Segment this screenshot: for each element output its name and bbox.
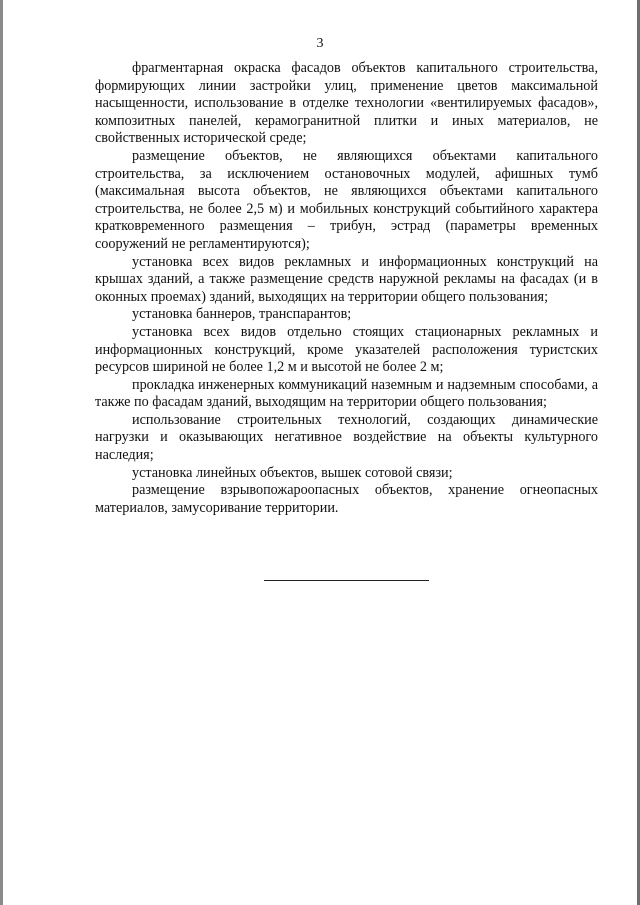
paragraph-linear-objects: установка линейных объектов, вышек сотовой связи; bbox=[132, 464, 453, 481]
paragraph-non-capital-objects: размещение объектов, не являющихся объектами капитального строительства, за исключением остановочных модулей, афишных тумб (максимальная высота объектов, не являющихся объектами капитального строительства, не более 2,5 м) и мобильных конструкций событийного характера кратковременного размещения – трибун, эстрад (параметры временных сооружений не регламентируются); bbox=[95, 147, 598, 252]
paragraph-construction-technologies: использование строительных технологий, создающих динамические нагрузки и оказывающих негативное воздействие на объекты культурного наследия; bbox=[95, 411, 598, 464]
closing-separator-line bbox=[264, 580, 429, 581]
document-body bbox=[95, 60, 598, 517]
paragraph-standalone-advertising: установка всех видов отдельно стоящих стационарных рекламных и информационных конструкций, кроме указателей расположения туристских ресурсов шириной не более 1,2 м и высотой не более 2 м; bbox=[95, 323, 598, 376]
paragraph-roof-advertising: установка всех видов рекламных и информационных конструкций на крышах зданий, а также размещение средств наружной рекламы на фасадах (и в оконных проемах) зданий, выходящих на территории общего пользования; bbox=[95, 253, 598, 305]
paragraph-banners: установка баннеров, транспарантов; bbox=[132, 306, 352, 323]
scan-edge-left bbox=[0, 0, 3, 905]
paragraph-facade-coloring: фрагментарная окраска фасадов объектов капитального строительства, формирующих линии застройки улиц, применение цветов максимальной насыщенности, использование в отделке технологии «вентилируемых фасадов», композитных панелей, керамогранитной плитки и иных материалов, не свойственных исторической среде; bbox=[95, 60, 598, 147]
paragraph-utility-lines: прокладка инженерных коммуникаций наземным и надземным способами, а также по фасадам зданий, выходящим на территории общего пользования; bbox=[95, 376, 598, 411]
paragraph-hazardous-objects: размещение взрывопожароопасных объектов, хранение огнеопасных материалов, замусоривание территории. bbox=[95, 482, 598, 516]
page-number: 3 bbox=[316, 36, 324, 51]
